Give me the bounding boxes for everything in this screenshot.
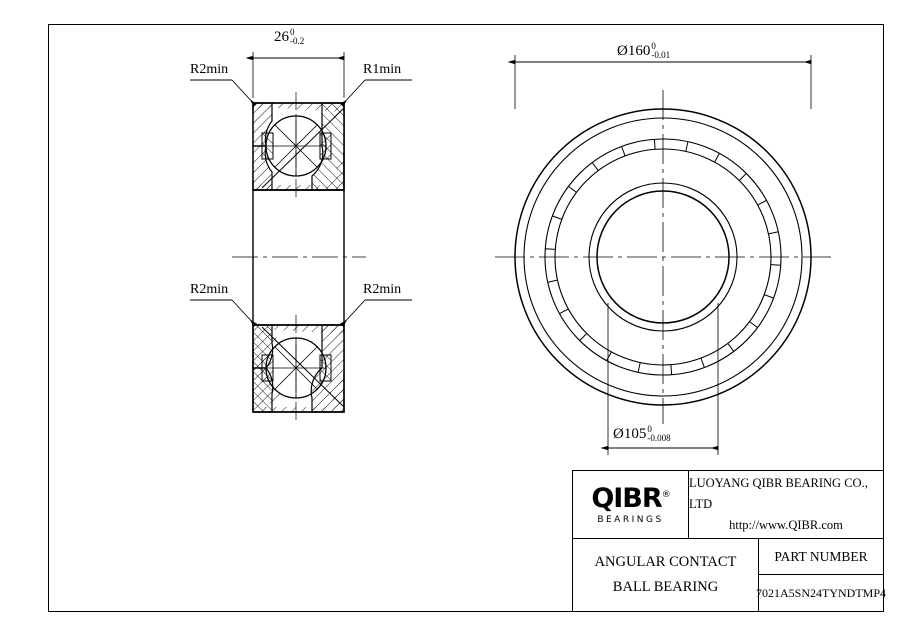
outer-dia-tol-upper: 0 <box>651 41 656 51</box>
registered-icon: ® <box>661 489 670 500</box>
part-number-value: 7021A5SN24TYNDTMP4 <box>756 585 887 600</box>
bore-dia-tol-lower: -0.008 <box>647 433 671 444</box>
width-tol-lower: -0.2 <box>290 36 305 47</box>
outer-dia-tol-lower: -0.01 <box>651 50 671 61</box>
chamfer-label-r1-top-right: R1min <box>363 62 402 77</box>
chamfer-label-r2-bottom-left: R2min <box>190 282 229 297</box>
part-number-cell <box>756 539 887 611</box>
bore-dia-label: Ø105 0 -0.008 <box>613 424 671 444</box>
company-website[interactable]: http://www.QIBR.com <box>729 518 843 533</box>
chamfer-label-r2-top-left: R2min <box>190 62 229 77</box>
part-number-header: PART NUMBER <box>759 539 883 575</box>
section-view <box>232 92 366 423</box>
brand-name: QIBR® <box>591 482 670 514</box>
front-view <box>495 90 831 424</box>
width-dimension <box>253 52 344 98</box>
brand-logo <box>573 471 689 538</box>
product-description-line2: BALL BEARING <box>612 579 719 595</box>
title-block-header <box>573 471 883 539</box>
brand-tagline: BEARINGS <box>597 514 664 525</box>
width-tol-upper: 0 <box>290 27 295 37</box>
company-info <box>689 471 883 538</box>
company-name: LUOYANG QIBR BEARING CO., LTD <box>689 475 868 511</box>
title-block-body <box>573 539 887 611</box>
chamfer-label-r2-bottom-right: R2min <box>363 282 402 297</box>
bore-dia-tol-upper: 0 <box>647 424 652 434</box>
product-description-line1: ANGULAR CONTACT <box>594 553 737 570</box>
product-description <box>573 539 759 611</box>
title-block <box>572 470 887 612</box>
outer-dia-label: Ø160 0 -0.01 <box>617 41 671 61</box>
width-dimension-label: 26 0 -0.2 <box>274 27 305 47</box>
